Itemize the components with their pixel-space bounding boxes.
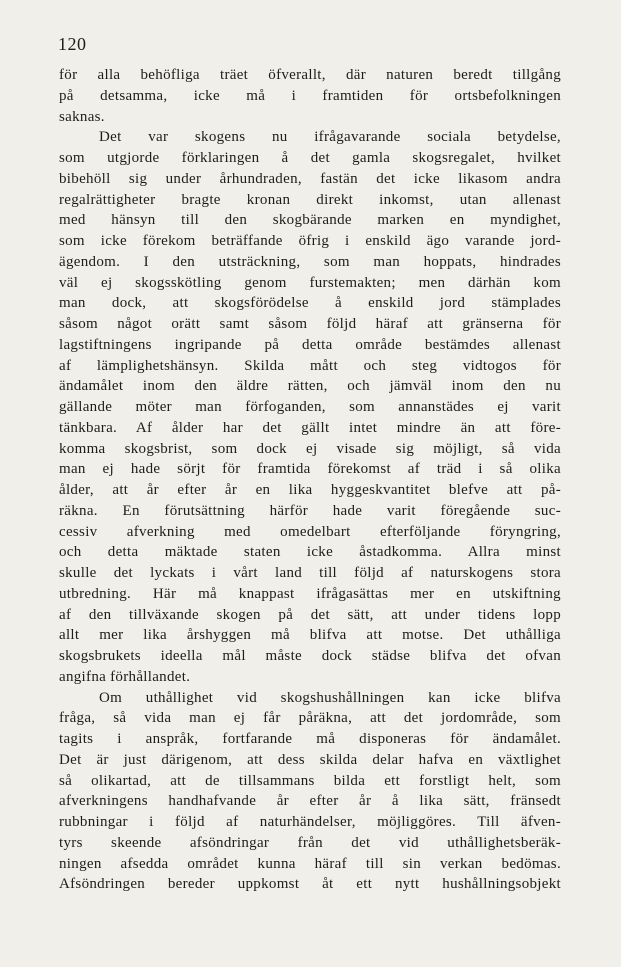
text-line: bibehöll sig under århundraden, fastän det icke likasom andra (59, 170, 561, 187)
text-line: för alla behöfliga träet öfverallt, där naturen beredt tillgång (59, 67, 561, 83)
text-line: ålder, att år efter år en lika hyggeskvantitet blefve att på- (59, 482, 561, 498)
text-line: rubbningar i följd af naturhändelser, möjliggöres. Till äfven- (59, 814, 561, 830)
text-line: skogsbrukets ideella mål måste dock städse blifva det ofvan (59, 648, 561, 664)
text-line: på detsamma, icke må i framtiden för ortsbefolkningen (59, 87, 561, 104)
text-line: och detta mäktade staten icke åstadkomma. Allra minst (59, 544, 561, 561)
text-line: afverkningens handhafvande år efter år å lika sätt, fränsedt (59, 793, 561, 810)
text-line: som icke förekom beträffande öfrig i enskild ägo varande jord- (59, 233, 561, 249)
text-line: gällande möter man förfoganden, som annanstädes ej varit (59, 399, 561, 415)
text-line: skulle det lyckats i vårt land till följd af naturskogens stora (59, 565, 561, 581)
text-line: Om uthållighet vid skogshushållningen kan icke blifva (99, 689, 561, 706)
text-line: tagits i anspråk, fortfarande må disponeras för ändamålet. (59, 731, 561, 747)
text-line: Det var skogens nu ifrågavarande sociala betydelse, (99, 129, 561, 146)
text-line: af lämplighetshänsyn. Skilda mått och steg vidtogos för (59, 357, 561, 374)
text-line: utbredning. Här må knappast ifrågasättas mer en utskiftning (59, 585, 561, 602)
text-line: saknas. (59, 108, 105, 125)
body-text (59, 65, 561, 895)
page-number: 120 (58, 34, 87, 54)
text-line: komma skogsbrist, som dock ej visade sig möjligt, så vida (59, 440, 561, 457)
text-line: cessiv afverkning med omedelbart efterföljande föryngring, (59, 523, 561, 540)
text-line: såsom något orätt samt såsom följd häraf att gränserna för (59, 316, 561, 332)
text-line: väl ej skogsskötling genom furstemakten; men därhän kom (59, 274, 561, 291)
text-line: så olikartad, att de tillsammans bilda ett forstligt helt, som (59, 772, 561, 789)
text-line: räkna. En förutsättning härför hade varit föregående suc- (59, 502, 561, 519)
text-line: angifna förhållandet. (59, 668, 191, 685)
text-line: lagstiftningens ingripande på detta område bestämdes allenast (59, 336, 561, 353)
text-line: man dock, att skogsförödelse å enskild jord stämplades (59, 295, 561, 312)
text-line: man ej hade sörjt för framtida förekomst af träd i så olika (59, 461, 561, 478)
text-line: fråga, så vida man ej får påräkna, att det jordområde, som (59, 710, 561, 727)
text-line: Afsöndringen bereder uppkomst åt ett nytt hushållningsobjekt (59, 876, 561, 893)
text-line: ningen afsedda området kunna häraf till sin verkan bedömas. (59, 855, 561, 872)
text-line: med hänsyn till den skogbärande marken en myndighet, (59, 212, 561, 229)
text-line: regalrättigheter bragte kronan direkt inkomst, utan allenast (59, 191, 561, 208)
text-line: tänkbara. Af ålder har det gällt intet mindre än att före- (59, 419, 561, 436)
text-line: allt mer lika årshyggen må blifva att motse. Det uthålliga (59, 627, 561, 644)
text-line: ägendom. I den utsträckning, som man hoppats, hindrades (59, 253, 561, 270)
text-line: af den tillväxande skogen på det sätt, att under tidens lopp (59, 606, 561, 623)
text-line: som utgjorde förklaringen å det gamla skogsregalet, hvilket (59, 150, 561, 166)
text-line: Det är just därigenom, att dess skilda delar hafva en växtlighet (59, 751, 561, 768)
text-line: tyrs skeende afsöndringar från det vid uthållighetsberäk- (59, 834, 561, 851)
text-line: ändamålet inom den äldre rätten, och jämväl inom den nu (59, 378, 561, 395)
